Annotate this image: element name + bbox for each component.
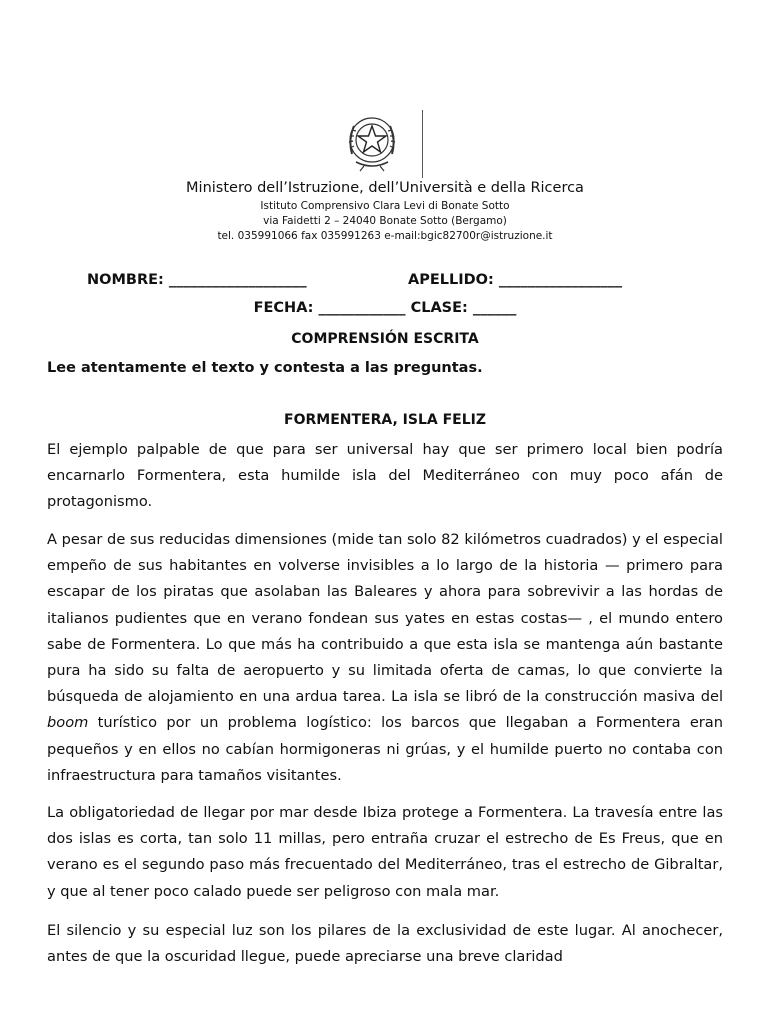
paragraph-text: El silencio y su especial luz son los pilares de la exclusividad de este lugar. Al anochecer, antes de que la oscuridad llegue, puede apreciarse una breve claridad: [47, 922, 723, 966]
apellido-field[interactable]: APELLIDO: _________________: [408, 272, 623, 288]
ministry-name: Ministero dell’Istruzione, dell’Università e della Ricerca: [186, 180, 584, 196]
article-paragraph-2: [47, 527, 723, 789]
paragraph-text: turístico por un problema logístico: los barcos que llegaban a Formentera eran pequeños y en ellos no cabían hormigoneras ni grúas, y el humilde puerto no contaba con infraestructura para tamaños visitantes.: [47, 714, 723, 784]
paragraph-text: La obligatoriedad de llegar por mar desde Ibiza protege a Formentera. La travesía entre las dos islas es corta, tan solo 11 millas, pero entraña cruzar el estrecho de Es Freus, que en verano es el segundo paso más frecuentado del Mediterráneo, tras el estrecho de Gibraltar, y que al tener poco calado puede ser peligroso con mala mar.: [47, 804, 723, 900]
section-title: COMPRENSIÓN ESCRITA: [291, 331, 479, 347]
header-divider: [422, 110, 423, 178]
nombre-field[interactable]: NOMBRE: ___________________: [87, 272, 307, 288]
institute-contacts: tel. 035991066 fax 035991263 e-mail:bgic82700r@istruzione.it: [217, 230, 553, 242]
institute-name: Istituto Comprensivo Clara Levi di Bonate Sotto: [260, 200, 510, 212]
paragraph-text: El ejemplo palpable de que para ser universal hay que ser primero local bien podría encarnarlo Formentera, esta humilde isla del Mediterráneo con muy poco afán de protagonismo.: [47, 441, 723, 511]
fecha-clase-field[interactable]: FECHA: ____________ CLASE: ______: [253, 300, 517, 316]
italian-republic-emblem-icon: [344, 110, 400, 174]
instruction-text: Lee atentamente el texto y contesta a las preguntas.: [47, 360, 483, 376]
emphasized-word: boom: [47, 714, 89, 732]
article-paragraph-4: [47, 918, 723, 970]
article-paragraph-3: [47, 800, 723, 905]
article-title: FORMENTERA, ISLA FELIZ: [284, 412, 486, 428]
paragraph-text: A pesar de sus reducidas dimensiones (mide tan solo 82 kilómetros cuadrados) y el especial empeño de sus habitantes en volverse invisibles a lo largo de la historia — primero para escapar de los piratas que asolaban las Baleares y ahora para sobrevivir a las hordas de italianos pudientes que en verano fondean sus yates en estas costas— , el mundo entero sabe de Formentera. Lo que más ha contribuido a que esta isla se mantenga aún bastante pura ha sido su falta de aeropuerto y su limitada oferta de camas, lo que convierte la búsqueda de alojamiento en una ardua tarea. La isla se libró de la construcción masiva del: [47, 531, 723, 706]
article-paragraph-1: [47, 437, 723, 516]
institute-address: via Faidetti 2 – 24040 Bonate Sotto (Bergamo): [263, 215, 507, 227]
